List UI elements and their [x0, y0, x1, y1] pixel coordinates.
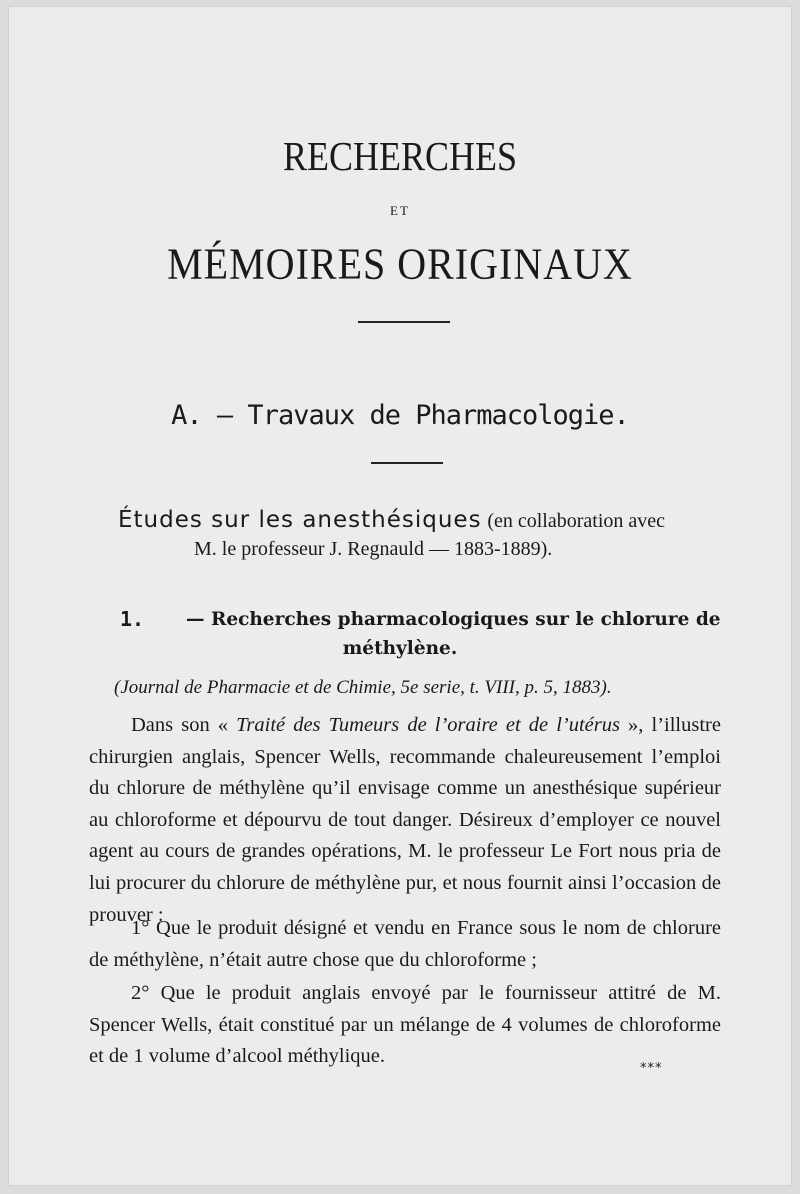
etudes-heading: Études sur les anesthésiques — [118, 507, 482, 533]
divider-rule — [358, 321, 450, 323]
paragraph-3-text: 2° Que le produit anglais envoyé par le fournisseur attitré de M. Spencer Wells, était constitué par un mélange de 4 volumes de chloroforme et de 1 volume d’alcool méthylique. — [89, 982, 721, 1068]
title-et: ET — [390, 203, 410, 218]
subsection-title: — Recherches pharmacologiques sur le chlorure de — [186, 609, 721, 630]
etudes-heading-line — [118, 507, 665, 533]
subsection-number: 1. — [120, 607, 145, 631]
paragraph-1 — [89, 710, 721, 931]
etudes-collaboration: (en collaboration avec — [487, 510, 666, 532]
paragraph-1-start: Dans son « — [131, 714, 237, 736]
book-title: Traité des Tumeurs de l’oraire et de l’utérus — [236, 714, 620, 736]
signature-mark: *** — [640, 1061, 663, 1076]
section-title: A. — Travaux de Pharmacologie. — [171, 400, 629, 431]
divider-rule — [371, 462, 443, 464]
title-recherches: RECHERCHES — [282, 133, 518, 180]
title-memoires-originaux: MÉMOIRES ORIGINAUX — [167, 239, 633, 289]
subsection-title-cont: méthylène. — [342, 638, 458, 659]
paragraph-2 — [89, 913, 721, 976]
paragraph-3 — [89, 978, 721, 1073]
journal-citation: (Journal de Pharmacie et de Chimie, 5e serie, t. VIII, p. 5, 1883). — [114, 677, 612, 698]
etudes-collaboration-line2: M. le professeur J. Regnauld — 1883-1889). — [194, 538, 553, 560]
paragraph-1-rest: », l’illustre chirurgien anglais, Spencer Wells, recommande chaleureusement l’emploi du chlorure de méthylène qu’il envisage comme un anesthésique supérieur au chloroforme et dépourvu de tout danger. Désireux d’employer ce nouvel agent au cours de grandes opérations, M. le professeur Le Fort nous pria de lui procurer du chlorure de méthylène pur, et nous fournit ainsi l’occasion de prouver : — [89, 714, 721, 926]
paragraph-2-text: 1° Que le produit désigné et vendu en France sous le nom de chlorure de méthylène, n’était autre chose que du chloroforme ; — [89, 917, 721, 971]
